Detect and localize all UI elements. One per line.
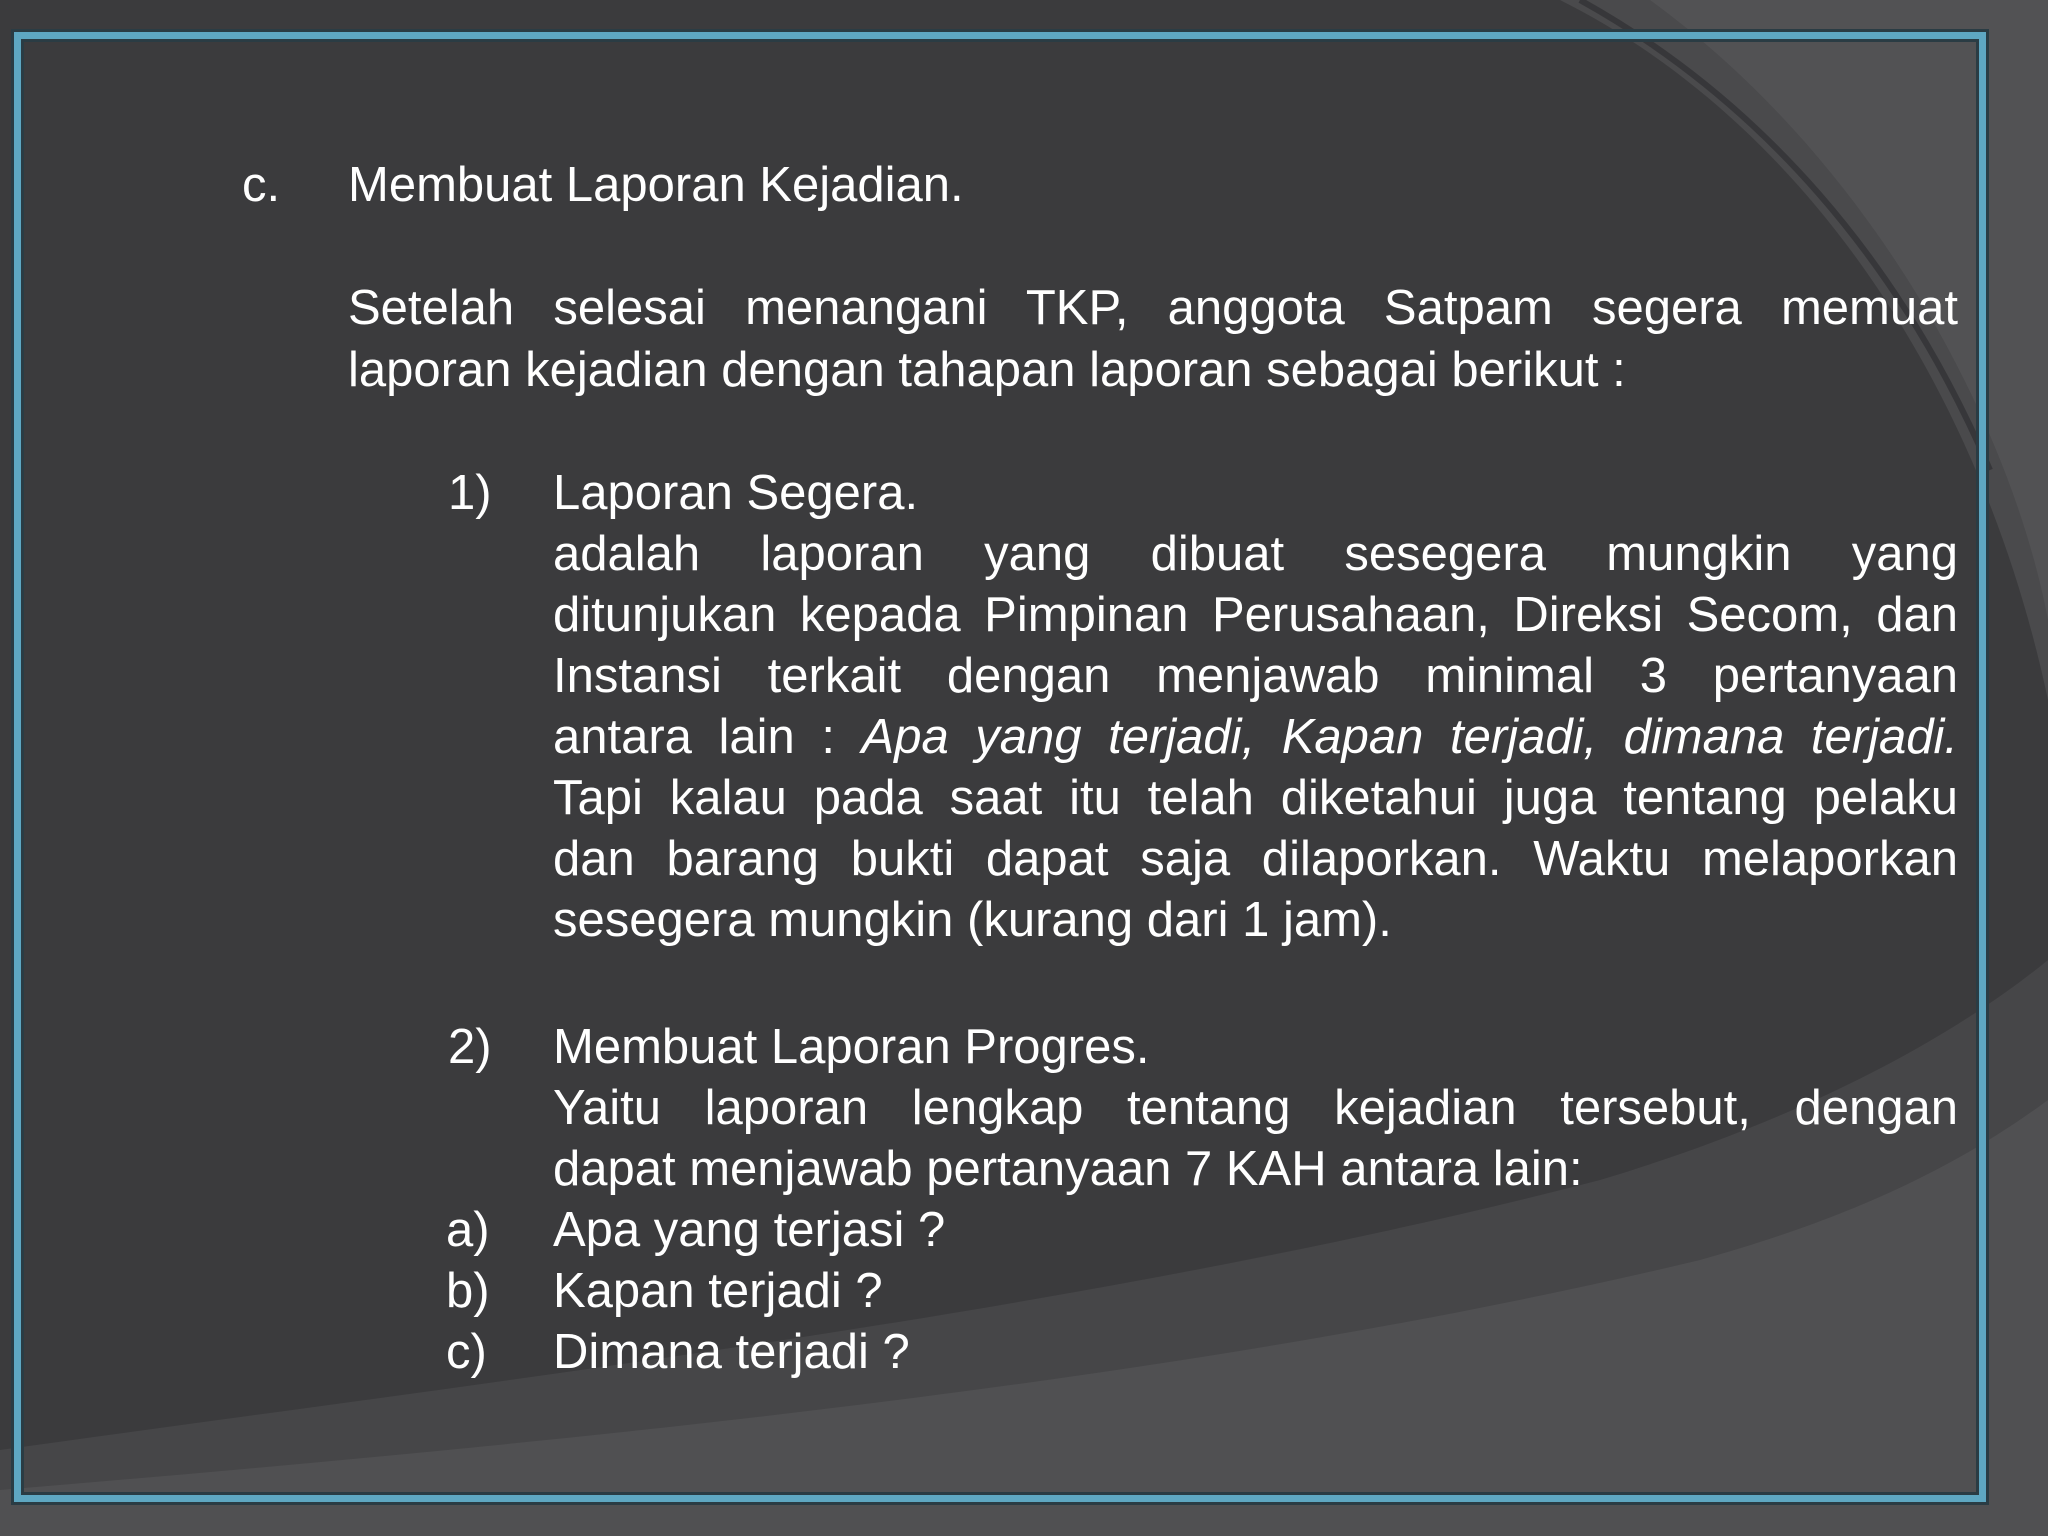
subitem-a-marker: a) xyxy=(446,1203,490,1257)
item1-line-2: ditunjukan kepada Pimpinan Perusahaan, Direksi Secom, dan xyxy=(553,588,1958,642)
subitem-c-text: Dimana terjadi ? xyxy=(553,1325,910,1379)
item2-line-1: Yaitu laporan lengkap tentang kejadian tersebut, dengan xyxy=(553,1081,1958,1135)
subitem-a-text: Apa yang terjasi ? xyxy=(553,1203,946,1257)
item1-line-6: dan barang bukti dapat saja dilaporkan. Waktu melaporkan xyxy=(553,832,1958,886)
item2-marker: 2) xyxy=(448,1020,492,1074)
item1-line-5: Tapi kalau pada saat itu telah diketahui juga tentang pelaku xyxy=(553,771,1958,825)
subitem-b-marker: b) xyxy=(446,1264,490,1318)
item1-marker: 1) xyxy=(448,466,492,520)
intro-line-2: laporan kejadian dengan tahapan laporan sebagai berikut : xyxy=(348,343,1626,397)
item1-title: Laporan Segera. xyxy=(553,466,919,520)
item1-line-4-prefix: antara lain : xyxy=(553,710,862,764)
subitem-b-text: Kapan terjadi ? xyxy=(553,1264,883,1318)
section-marker: c. xyxy=(242,158,281,212)
item1-line-4 xyxy=(553,707,1958,768)
subitem-c-marker: c) xyxy=(446,1325,487,1379)
item1-line-7: sesegera mungkin (kurang dari 1 jam). xyxy=(553,893,1392,947)
section-heading: Membuat Laporan Kejadian. xyxy=(348,158,964,212)
item1-line-4-italic: Apa yang terjadi, Kapan terjadi, dimana terjadi. xyxy=(861,710,1958,764)
item2-line-2: dapat menjawab pertanyaan 7 KAH antara lain: xyxy=(553,1142,1583,1196)
item1-line-1: adalah laporan yang dibuat sesegera mungkin yang xyxy=(553,527,1958,581)
intro-line-1: Setelah selesai menangani TKP, anggota Satpam segera memuat xyxy=(348,281,1958,335)
item1-line-3: Instansi terkait dengan menjawab minimal 3 pertanyaan xyxy=(553,649,1958,703)
item2-title: Membuat Laporan Progres. xyxy=(553,1020,1150,1074)
